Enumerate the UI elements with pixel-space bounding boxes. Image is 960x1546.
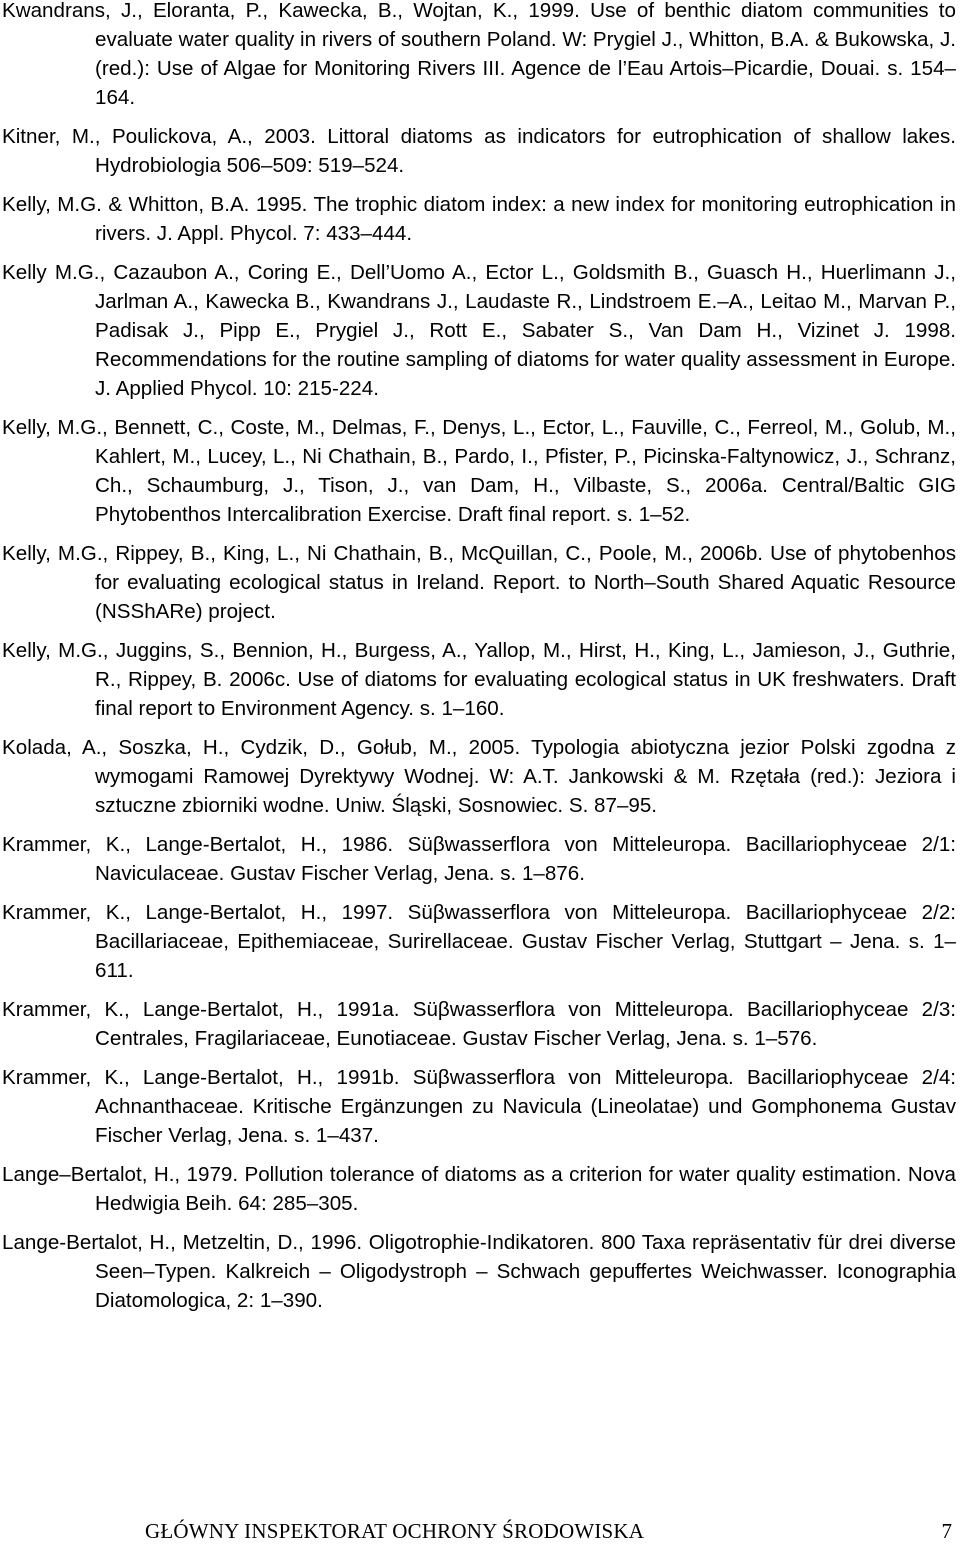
reference-entry: Kelly, M.G., Bennett, C., Coste, M., Delmas, F., Denys, L., Ector, L., Fauville, C., Ferreol, M., Golub, M., Kahlert, M., Lucey, L., Ni Chathain, B., Pardo, I., Pfister, P., Picinska-Faltynowicz, J., Schranz, Ch., Schaumburg, J., Tison, J., van Dam, H., Vilbaste, S., 2006a. Central/Baltic GIG Phytobenthos Intercalibration Exercise. Draft final report. s. 1–52. — [2, 416, 956, 526]
reference-entry: Kwandrans, J., Eloranta, P., Kawecka, B., Wojtan, K., 1999. Use of benthic diatom communities to evaluate water quality in rivers of southern Poland. W: Prygiel J., Whitton, B.A. & Bukowska, J. (red.): Use of Algae for Monitoring Rivers III. Agence de l’Eau Artois–Picardie, Douai. s. 154–164. — [2, 0, 956, 109]
reference-list — [2, 0, 956, 1325]
page-footer — [0, 1516, 960, 1546]
page-number: 7 — [941, 1519, 952, 1543]
reference-entry: Krammer, K., Lange-Bertalot, H., 1991a. Süβwasserflora von Mitteleuropa. Bacillariophyceae 2/3: Centrales, Fragilariaceae, Eunotiaceae. Gustav Fischer Verlag, Jena. s. 1–576. — [2, 998, 956, 1050]
reference-entry: Kelly M.G., Cazaubon A., Coring E., Dell’Uomo A., Ector L., Goldsmith B., Guasch H., Huerlimann J., Jarlman A., Kawecka B., Kwandrans J., Laudaste R., Lindstroem E.–A., Leitao M., Marvan P., Padisak J., Pipp E., Prygiel J., Rott E., Sabater S., Van Dam H., Vizinet J. 1998. Recommendations for the routine sampling of diatoms for water quality assessment in Europe. J. Applied Phycol. 10: 215-224. — [2, 261, 956, 400]
reference-entry: Lange-Bertalot, H., Metzeltin, D., 1996. Oligotrophie-Indikatoren. 800 Taxa repräsentativ für drei diverse Seen–Typen. Kalkreich – Oligodystroph – Schwach gepuffertes Weichwasser. Iconographia Diatomologica, 2: 1–390. — [2, 1231, 956, 1312]
reference-entry: Kelly, M.G. & Whitton, B.A. 1995. The trophic diatom index: a new index for monitoring eutrophication in rivers. J. Appl. Phycol. 7: 433–444. — [2, 193, 956, 245]
reference-entry: Kelly, M.G., Rippey, B., King, L., Ni Chathain, B., McQuillan, C., Poole, M., 2006b. Use of phytobenhos for evaluating ecological status in Ireland. Report. to North–South Shared Aquatic Resource (NSShARe) project. — [2, 542, 956, 623]
footer-title: GŁÓWNY INSPEKTORAT OCHRONY ŚRODOWISKA — [145, 1519, 645, 1543]
reference-entry: Lange–Bertalot, H., 1979. Pollution tolerance of diatoms as a criterion for water quality estimation. Nova Hedwigia Beih. 64: 285–305. — [2, 1163, 956, 1215]
reference-entry: Kelly, M.G., Juggins, S., Bennion, H., Burgess, A., Yallop, M., Hirst, H., King, L., Jamieson, J., Guthrie, R., Rippey, B. 2006c. Use of diatoms for evaluating ecological status in UK freshwaters. Draft final report to Environment Agency. s. 1–160. — [2, 639, 956, 720]
reference-entry: Krammer, K., Lange-Bertalot, H., 1986. Süβwasserflora von Mitteleuropa. Bacillariophyceae 2/1: Naviculaceae. Gustav Fischer Verlag, Jena. s. 1–876. — [2, 833, 956, 885]
reference-entry: Krammer, K., Lange-Bertalot, H., 1997. Süβwasserflora von Mitteleuropa. Bacillariophyceae 2/2: Bacillariaceae, Epithemiaceae, Surirellaceae. Gustav Fischer Verlag, Stuttgart – Jena. s. 1–611. — [2, 901, 956, 982]
reference-entry: Krammer, K., Lange-Bertalot, H., 1991b. Süβwasserflora von Mitteleuropa. Bacillariophyceae 2/4: Achnanthaceae. Kritische Ergänzungen zu Navicula (Lineolatae) und Gomphonema Gustav Fischer Verlag, Jena. s. 1–437. — [2, 1066, 956, 1147]
reference-entry: Kolada, A., Soszka, H., Cydzik, D., Gołub, M., 2005. Typologia abiotyczna jezior Polski zgodna z wymogami Ramowej Dyrektywy Wodnej. W: A.T. Jankowski & M. Rzętała (red.): Jeziora i sztuczne zbiorniki wodne. Uniw. Śląski, Sosnowiec. S. 87–95. — [2, 736, 956, 817]
reference-entry: Kitner, M., Poulickova, A., 2003. Littoral diatoms as indicators for eutrophication of shallow lakes. Hydrobiologia 506–509: 519–524. — [2, 125, 956, 177]
